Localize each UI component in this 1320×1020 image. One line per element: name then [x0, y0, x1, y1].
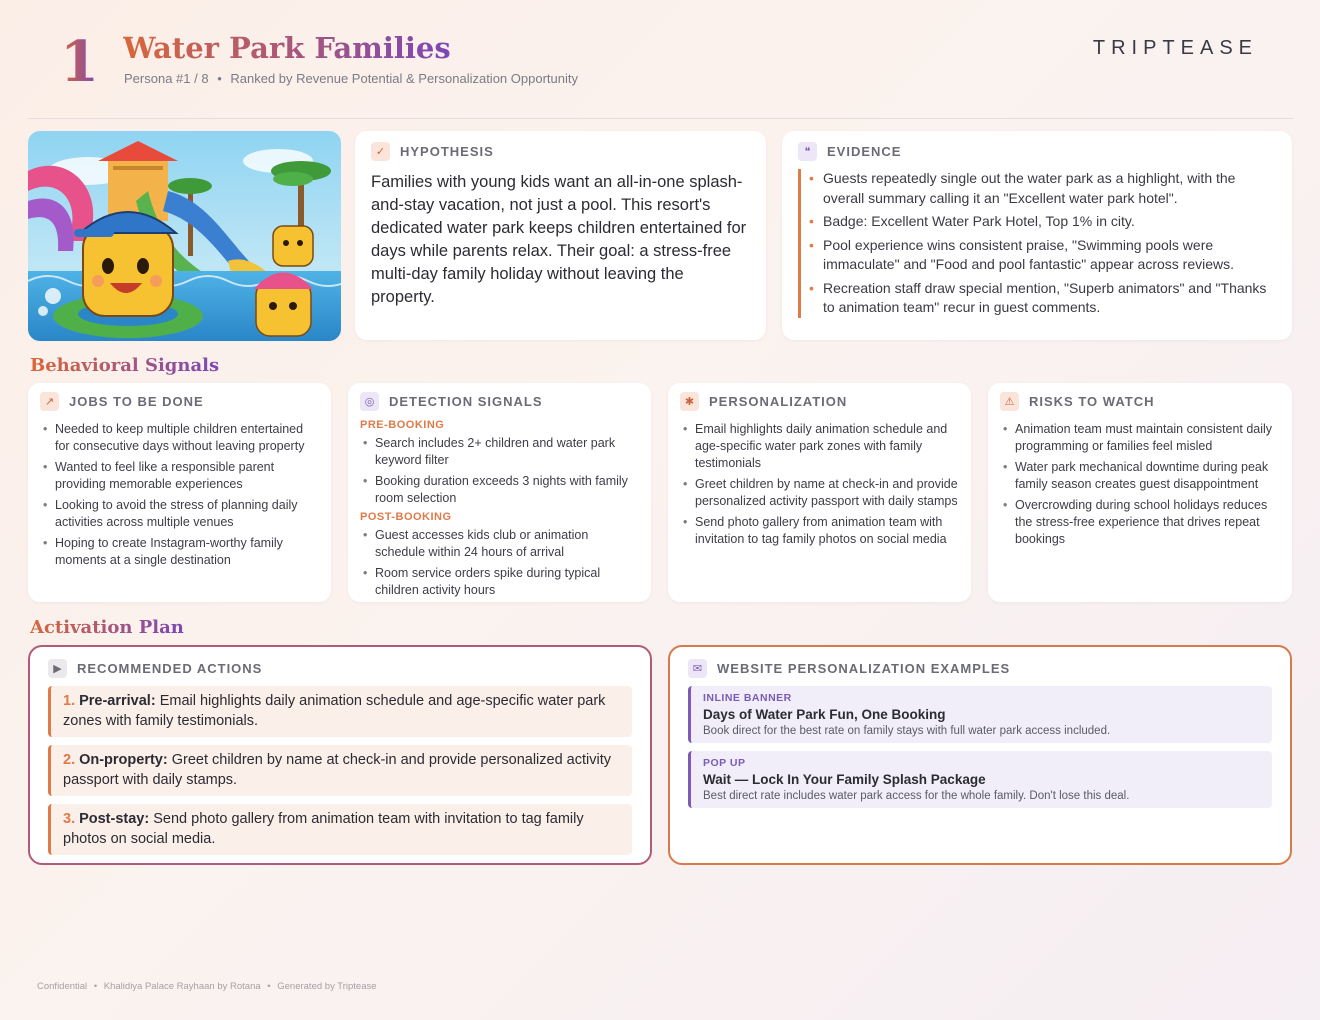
post-booking-list	[360, 527, 639, 599]
example-type: INLINE BANNER	[703, 692, 792, 704]
jobs-to-be-done-card	[28, 383, 331, 602]
action-text: Send photo gallery from animation team with invitation to tag family photos on social media.	[63, 811, 584, 847]
separator-dot: •	[217, 71, 222, 86]
personalization-card	[668, 383, 971, 602]
hypothesis-card	[355, 131, 766, 340]
jobs-list	[40, 421, 319, 569]
example-type: POP UP	[703, 757, 746, 769]
jobs-item: • Wanted to feel like a responsible parent providing memorable experiences	[55, 459, 319, 493]
warning-icon: ⚠	[1000, 392, 1019, 411]
post-booking-item: • Guest accesses kids club or animation schedule within 24 hours of arrival	[375, 527, 639, 561]
recommended-actions-card	[28, 645, 652, 865]
water-park-scene	[28, 131, 341, 341]
pre-booking-item: • Booking duration exceeds 3 nights with family room selection	[375, 473, 639, 507]
asterisk-icon: ✱	[680, 392, 699, 411]
ranking-criteria: Ranked by Revenue Potential & Personalization Opportunity	[230, 71, 578, 86]
risks-item: • Overcrowding during school holidays reduces the stress-free experience that drives repeat bookings	[1015, 497, 1280, 548]
post-booking-label: POST-BOOKING	[360, 511, 452, 523]
personalization-list	[680, 421, 959, 548]
jobs-item: • Hoping to create Instagram-worthy family moments at a single destination	[55, 535, 319, 569]
evidence-item: • Guests repeatedly single out the water park as a highlight, with the overall summary calling it an "Excellent water park hotel".	[823, 169, 1276, 208]
action-item	[48, 745, 632, 796]
evidence-item: • Recreation staff draw special mention, "Superb animators" and "Thanks to animation team" recur in guest comments.	[823, 279, 1276, 318]
water-park-illustration	[28, 131, 341, 341]
example-description: Book direct for the best rate on family stays with full water park access included.	[703, 725, 1111, 737]
brand-logo: TRIPTEASE	[1092, 37, 1258, 59]
examples-label: WEBSITE PERSONALIZATION EXAMPLES	[717, 661, 1011, 676]
personalization-item: • Greet children by name at check-in and provide personalized activity passport with daily stamps	[695, 476, 959, 510]
action-item	[48, 804, 632, 855]
persona-number: 1	[60, 29, 99, 95]
quote-icon: ❝	[798, 142, 817, 161]
page-header	[0, 0, 1320, 120]
jobs-item: • Needed to keep multiple children entertained for consecutive days without leaving property	[55, 421, 319, 455]
evidence-item: • Pool experience wins consistent praise, "Swimming pools were immaculate" and "Food and pool fantastic" appear across reviews.	[823, 236, 1276, 275]
hotel-name: Khalidiya Palace Rayhaan by Rotana	[103, 981, 261, 992]
action-lead: On-property:	[79, 752, 168, 768]
evidence-label: EVIDENCE	[827, 144, 902, 159]
actions-label: RECOMMENDED ACTIONS	[77, 661, 263, 676]
persona-rank: Persona #1 / 8	[124, 71, 209, 86]
pre-booking-item: • Search includes 2+ children and water park keyword filter	[375, 435, 639, 469]
hypothesis-label: HYPOTHESIS	[400, 144, 494, 159]
action-lead: Pre-arrival:	[79, 693, 156, 709]
arrow-up-right-icon: ↗	[40, 392, 59, 411]
action-text: Greet children by name at check-in and provide personalized activity passport with daily stamps.	[63, 752, 611, 788]
pre-booking-label: PRE-BOOKING	[360, 419, 445, 431]
risks-card	[988, 383, 1292, 602]
personalization-label: PERSONALIZATION	[709, 394, 848, 409]
risks-label: RISKS TO WATCH	[1029, 394, 1155, 409]
inline-banner-example	[688, 686, 1272, 743]
action-number: 2.	[63, 752, 76, 768]
pre-booking-list	[360, 435, 639, 507]
checkmark-icon: ✓	[371, 142, 390, 161]
example-description: Best direct rate includes water park access for the whole family. Don't lose this deal.	[703, 790, 1130, 802]
examples-list	[688, 686, 1272, 808]
example-title: Wait — Lock In Your Family Splash Package	[703, 772, 986, 787]
post-booking-item: • Room service orders spike during typical children activity hours	[375, 565, 639, 599]
separator-dot: •	[267, 981, 271, 992]
generated-by: Generated by Triptease	[277, 981, 377, 992]
risks-list	[1000, 421, 1280, 548]
website-personalization-card	[668, 645, 1292, 865]
example-title: Days of Water Park Fun, One Booking	[703, 707, 946, 722]
target-icon: ◎	[360, 392, 379, 411]
separator-dot: •	[93, 981, 98, 992]
jobs-label: JOBS TO BE DONE	[69, 394, 204, 409]
evidence-card	[782, 131, 1292, 340]
behavioral-signals-heading: Behavioral Signals	[30, 355, 220, 376]
action-text: Email highlights daily animation schedule and age-specific water park zones with family testimonials.	[63, 693, 606, 729]
detection-signals-card	[348, 383, 651, 602]
detection-label: DETECTION SIGNALS	[389, 394, 543, 409]
hypothesis-text: Families with young kids want an all-in-one splash-and-stay vacation, not just a pool. This resort's dedicated water park keeps children entertained for days while parents relax. Their goal: a stress-free multi-day family holiday without leaving the property.	[371, 173, 747, 306]
risks-item: • Animation team must maintain consistent daily programming or families feel misled	[1015, 421, 1280, 455]
action-item	[48, 686, 632, 737]
popup-example	[688, 751, 1272, 808]
action-number: 1.	[63, 693, 76, 709]
page-footer	[37, 981, 377, 992]
play-icon: ▶	[48, 659, 67, 678]
persona-subtitle	[124, 71, 578, 86]
evidence-list	[798, 169, 1276, 318]
activation-plan-heading: Activation Plan	[30, 617, 184, 638]
action-number: 3.	[63, 811, 76, 827]
persona-title: Water Park Families	[123, 31, 451, 65]
header-divider	[28, 118, 1293, 119]
action-lead: Post-stay:	[79, 811, 150, 827]
personalization-item: • Send photo gallery from animation team with invitation to tag family photos on social media	[695, 514, 959, 548]
actions-list	[48, 686, 632, 855]
jobs-item: • Looking to avoid the stress of planning daily activities across multiple venues	[55, 497, 319, 531]
envelope-icon: ✉	[688, 659, 707, 678]
personalization-item: • Email highlights daily animation schedule and age-specific water park zones with family testimonials	[695, 421, 959, 472]
evidence-item: • Badge: Excellent Water Park Hotel, Top 1% in city.	[823, 212, 1276, 232]
risks-item: • Water park mechanical downtime during peak family season creates guest disappointment	[1015, 459, 1280, 493]
confidential-label: Confidential	[37, 981, 88, 992]
